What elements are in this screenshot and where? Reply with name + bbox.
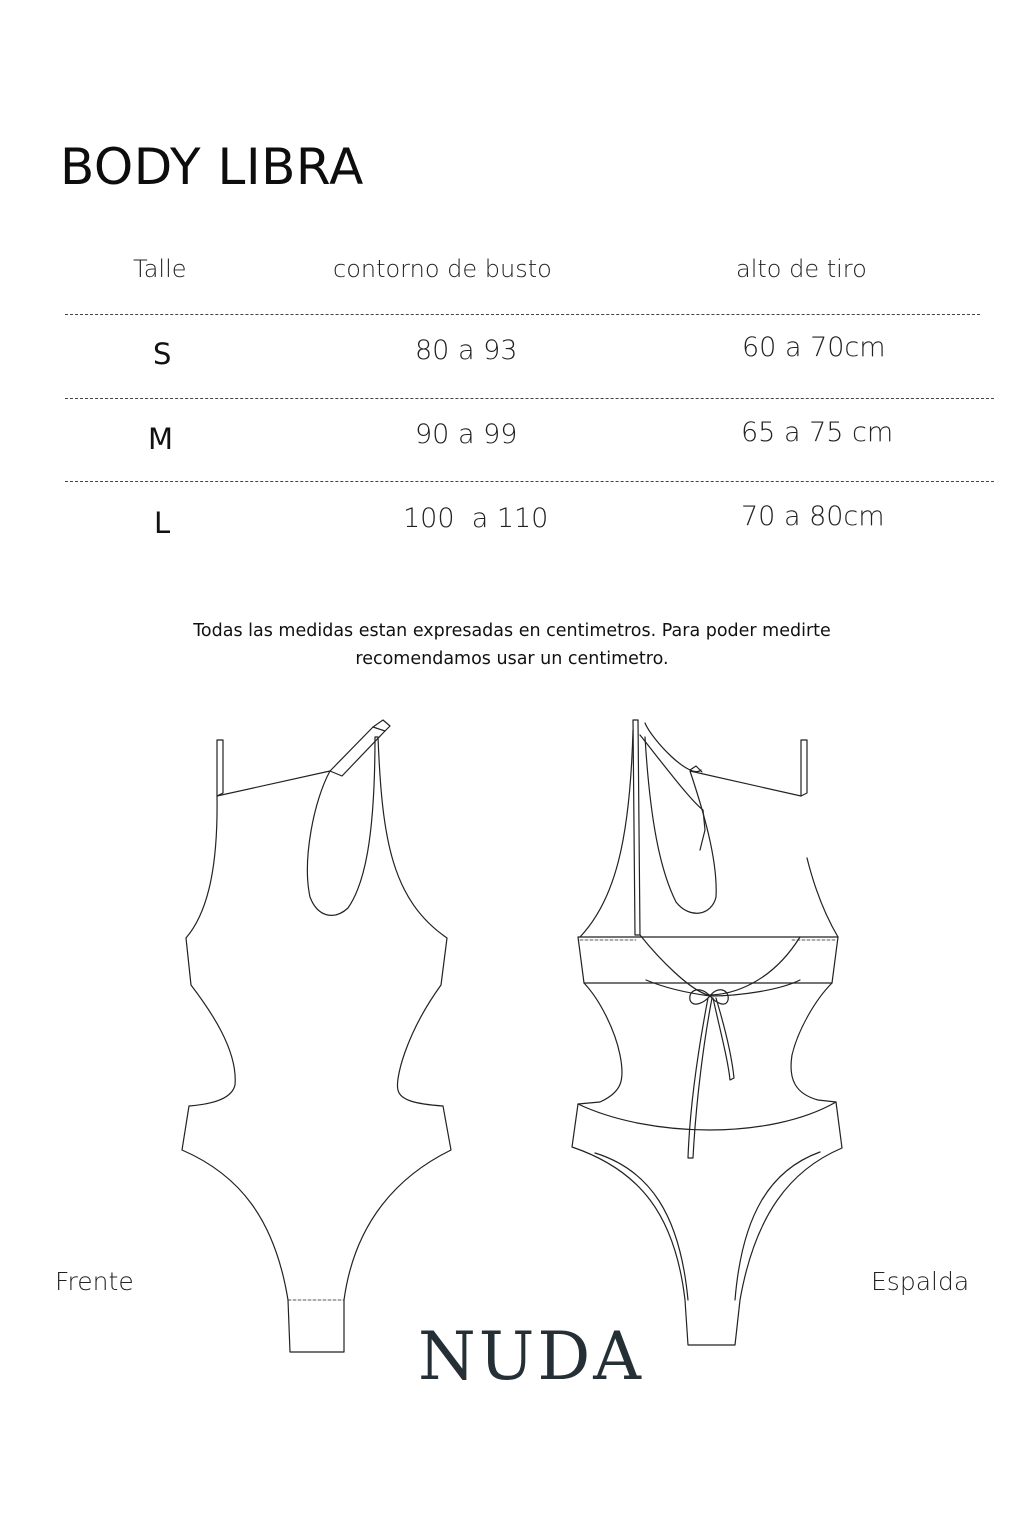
row-divider <box>65 398 994 399</box>
measurement-note-line-1: Todas las medidas estan expresadas en centimetros. Para poder medirte <box>193 621 831 641</box>
size-l: L <box>154 506 171 540</box>
size-s: S <box>153 337 172 371</box>
rise-l: 70 a 80cm <box>741 501 885 532</box>
rise-s: 60 a 70cm <box>742 332 886 363</box>
bust-m: 90 a 99 <box>415 419 518 450</box>
row-divider <box>65 481 994 482</box>
row-divider <box>65 314 980 315</box>
front-label: Frente <box>55 1267 134 1296</box>
bust-l: 100 a 110 <box>403 503 549 534</box>
back-label: Espalda <box>871 1267 970 1296</box>
header-bust: contorno de busto <box>333 255 552 283</box>
front-garment-drawing <box>170 710 470 1370</box>
brand-logo: NUDA <box>418 1318 644 1395</box>
size-m: M <box>148 422 174 456</box>
bust-s: 80 a 93 <box>415 335 518 366</box>
measurement-note-line-2: recomendamos usar un centimetro. <box>355 649 669 669</box>
header-size: Talle <box>133 255 187 283</box>
back-garment-drawing <box>565 710 855 1375</box>
rise-m: 65 a 75 cm <box>741 417 894 448</box>
page-title: BODY LIBRA <box>60 138 364 196</box>
header-rise: alto de tiro <box>736 255 867 283</box>
